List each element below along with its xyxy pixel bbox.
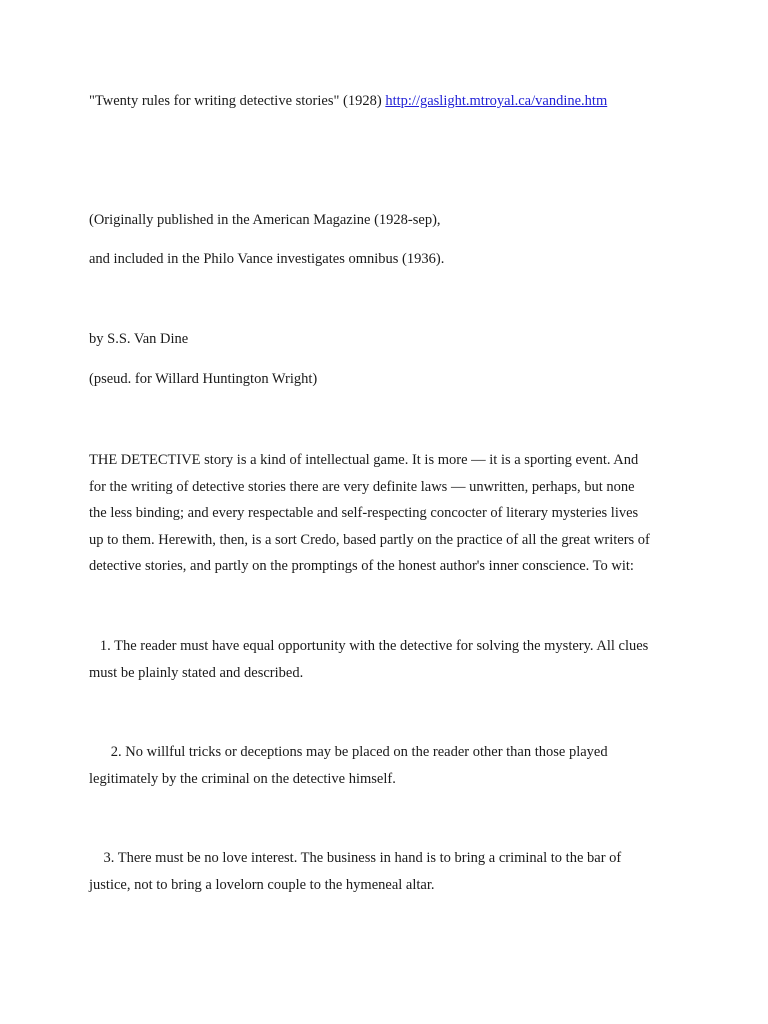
source-link[interactable]: http://gaslight.mtroyal.ca/vandine.htm bbox=[385, 93, 608, 109]
intro-paragraph bbox=[89, 447, 677, 580]
rule-line: 2. No willful tricks or deceptions may be placed on the reader other than those played bbox=[89, 744, 608, 760]
author-byline: by S.S. Van Dine bbox=[89, 331, 189, 347]
intro-line: the less binding; and every respectable and self-respecting concocter of literary mysteries lives bbox=[89, 505, 639, 521]
intro-line: up to them. Herewith, then, is a sort Credo, based partly on the practice of all the great writers of bbox=[89, 531, 650, 548]
source-line bbox=[89, 93, 607, 110]
rule-line: 1. The reader must have equal opportunity with the detective for solving the mystery. All clues bbox=[89, 638, 649, 654]
intro-line: for the writing of detective stories there are very definite laws — unwritten, perhaps, but none bbox=[89, 478, 635, 495]
author-pseudonym: (pseud. for Willard Huntington Wright) bbox=[89, 371, 318, 387]
intro-line: detective stories, and partly on the promptings of the honest author's inner conscience. To wit: bbox=[89, 558, 634, 574]
rule-1 bbox=[89, 633, 677, 686]
rule-3 bbox=[89, 845, 677, 898]
rule-line: 3. There must be no love interest. The business in hand is to bring a criminal to the bar of bbox=[89, 850, 622, 866]
publication-line-1: (Originally published in the American Magazine (1928-sep), bbox=[89, 212, 441, 228]
rule-2 bbox=[89, 739, 677, 792]
publication-line-2: and included in the Philo Vance investigates omnibus (1936). bbox=[89, 251, 445, 267]
rule-line: legitimately by the criminal on the detective himself. bbox=[89, 770, 396, 787]
rule-line: must be plainly stated and described. bbox=[89, 664, 304, 681]
intro-line: THE DETECTIVE story is a kind of intellectual game. It is more — it is a sporting event. And bbox=[89, 452, 639, 468]
rule-line: justice, not to bring a lovelorn couple to the hymeneal altar. bbox=[89, 876, 435, 893]
source-title: "Twenty rules for writing detective stories" (1928) bbox=[89, 93, 382, 109]
